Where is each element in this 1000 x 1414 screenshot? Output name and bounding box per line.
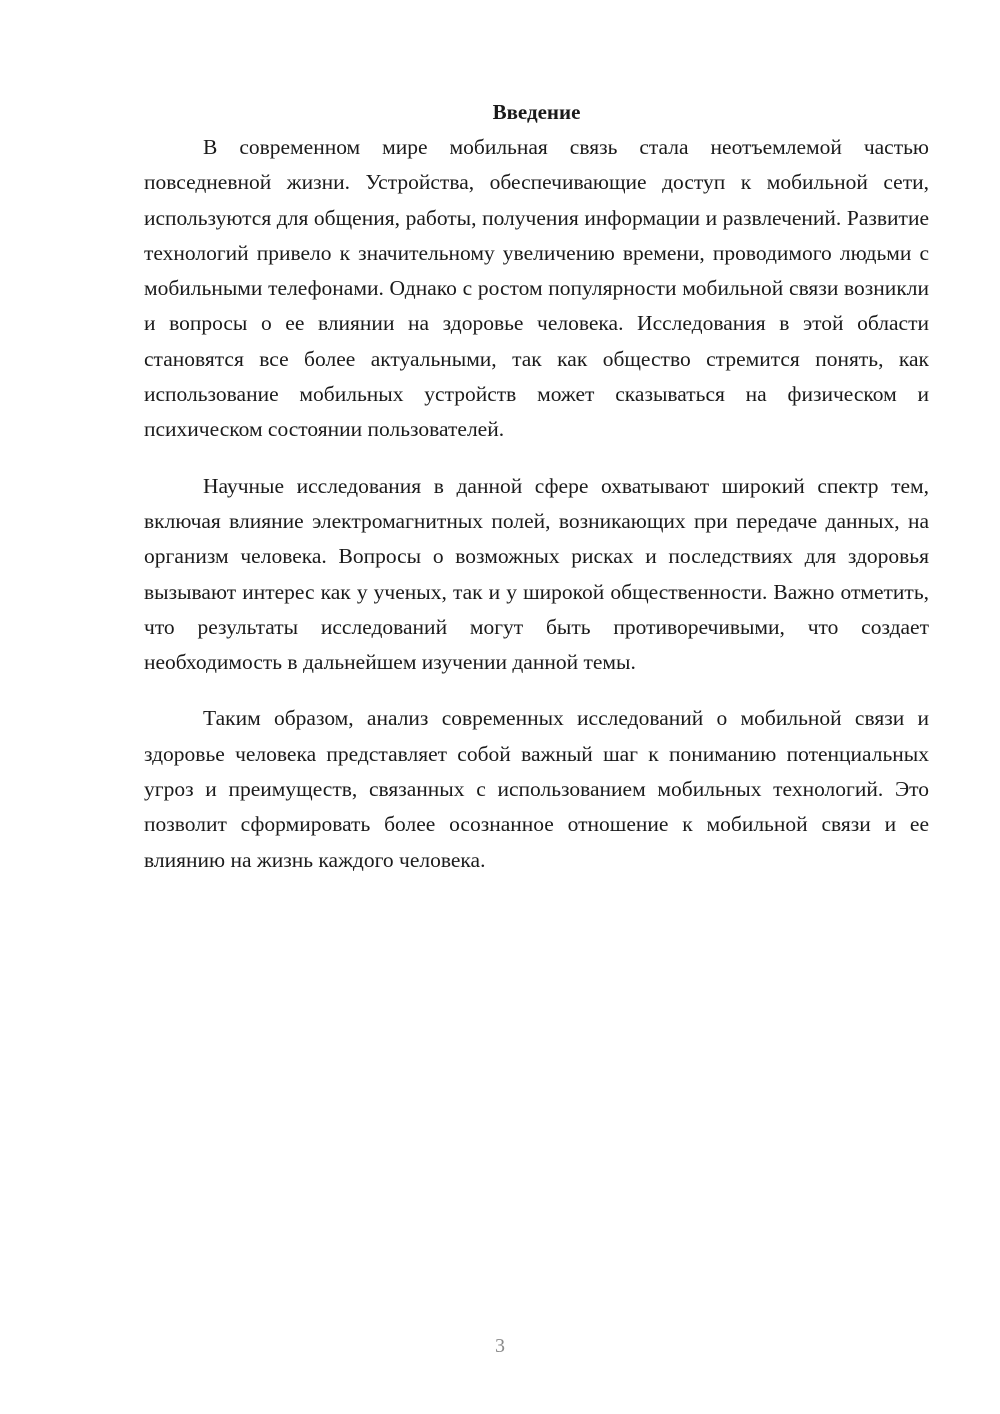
page-number: 3 <box>495 1335 505 1357</box>
paragraph-2: Научные исследования в данной сфере охватывают широкий спектр тем, включая влияние электромагнитных полей, возникающих при передаче данных, на организм человека. Вопросы о возможных рисках и последствиях для здоровья вызывают интерес как у ученых, так и у широкой общественности. Важно отметить, что результаты исследований могут быть противоречивыми, что создает необходимость в дальнейшем изучении данной темы. <box>144 473 929 675</box>
paragraph-3: Таким образом, анализ современных исследований о мобильной связи и здоровье человека представляет собой важный шаг к пониманию потенциальных угроз и преимуществ, связанных с использованием мобильных технологий. Это позволит сформировать более осознанное отношение к мобильной связи и ее влиянию на жизнь каждого человека. <box>144 706 929 872</box>
paragraph-1: В современном мире мобильная связь стала неотъемлемой частью повседневной жизни. Устройства, обеспечивающие доступ к мобильной сети, используются для общения, работы, получения информации и развлечений. Развитие технологий привело к значительному увеличению времени, проводимого людьми с мобильными телефонами. Однако с ростом популярности мобильной связи возникли и вопросы о ее влиянии на здоровье человека. Исследования в этой области становятся все более актуальными, так как общество стремится понять, как использование мобильных устройств может сказываться на физическом и психическом состоянии пользователей. <box>144 135 929 442</box>
page-content <box>144 95 929 899</box>
section-heading: Введение <box>492 100 581 124</box>
